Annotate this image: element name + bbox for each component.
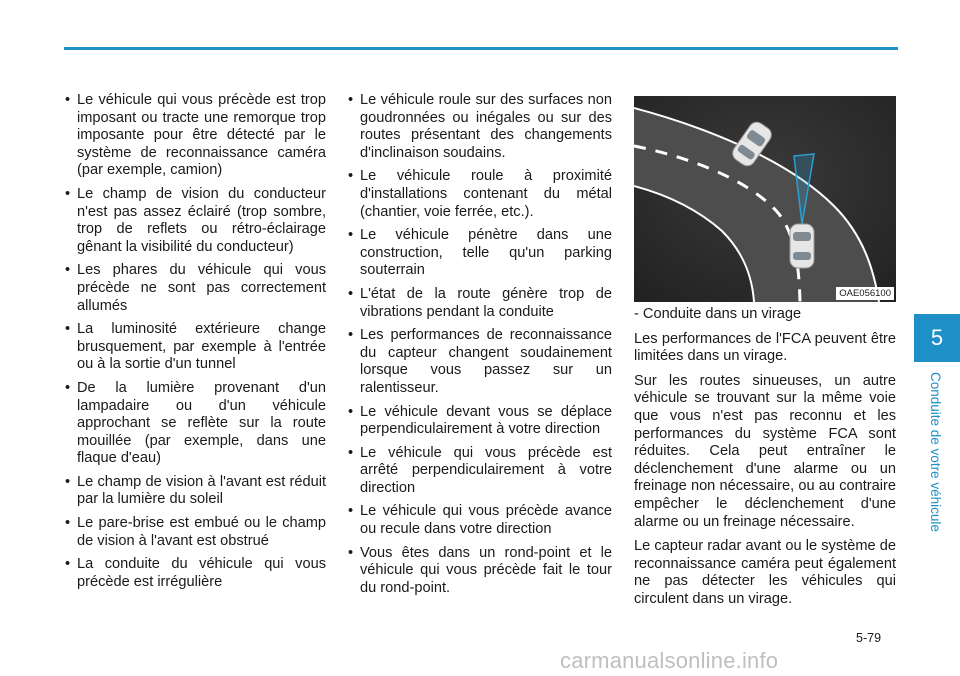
right-column: [634, 306, 896, 616]
curve-road-svg: [634, 96, 896, 302]
middle-column: [343, 92, 612, 603]
middle-bullet-list: [343, 92, 612, 597]
list-item: • Vous êtes dans un rond-point et le véhicule qui vous précède fait le tour du rond-point.: [343, 545, 612, 598]
list-item: • Le véhicule qui vous précède avance ou recule dans votre direction: [343, 503, 612, 538]
left-column: [60, 92, 326, 597]
chapter-number-tab: 5: [914, 314, 960, 362]
curve-illustration: [634, 96, 896, 302]
chapter-title: Conduite de votre véhicule: [928, 372, 943, 532]
list-item: • Le champ de vision à l'avant est réduit par la lumière du soleil: [60, 474, 326, 509]
list-item: • Les phares du véhicule qui vous précède ne sont pas correctement allumés: [60, 262, 326, 315]
list-item: • La conduite du véhicule qui vous précède est irrégulière: [60, 556, 326, 591]
own-vehicle: [790, 224, 814, 268]
watermark: carmanualsonline.info: [560, 648, 779, 673]
paragraph: Sur les routes sinueuses, un autre véhicule se trouvant sur la même voie que vous n'est pas reconnu et les performances du système FCA sont réduites. Cela peut entraîner le déclenchement d'une alarme ou un freinage non nécessaire, ou au contraire empêcher le déclenchement d'une alarme ou un freinage nécessaire.: [634, 372, 896, 530]
list-item: • Le champ de vision du conducteur n'est pas assez éclairé (trop sombre, trop de reflets ou rétro-éclairage gênant la visibilité du conducteur): [60, 186, 326, 256]
list-item: • Le véhicule roule sur des surfaces non goudronnées ou inégales ou sur des routes présentant des changements d'inclinaison soudains.: [343, 92, 612, 162]
list-item: • Le véhicule qui vous précède est arrêté perpendiculairement à votre direction: [343, 445, 612, 498]
list-item: • Le véhicule pénètre dans une construction, telle qu'un parking souterrain: [343, 227, 612, 280]
paragraph: Le capteur radar avant ou le système de reconnaissance caméra peut également ne pas détecter les véhicules qui circulent dans un virage.: [634, 538, 896, 607]
header-rule: [64, 47, 898, 50]
list-item: • Le véhicule roule à proximité d'installations contenant du métal (chantier, voie ferrée, etc.).: [343, 168, 612, 221]
list-item: • Les performances de reconnaissance du capteur changent soudainement lorsque vous passez sur un ralentisseur.: [343, 327, 612, 397]
list-item: • L'état de la route génère trop de vibrations pendant la conduite: [343, 286, 612, 321]
list-item: • Le véhicule devant vous se déplace perpendiculairement à votre direction: [343, 404, 612, 439]
list-item: • La luminosité extérieure change brusquement, par exemple à l'entrée ou à la sortie d'un tunnel: [60, 321, 326, 374]
left-bullet-list: [60, 92, 326, 591]
list-item: • De la lumière provenant d'un lampadaire ou d'un véhicule approchant se reflète sur la route mouillée (par exemple, dans une flaque d'eau): [60, 380, 326, 468]
list-item: • Le véhicule qui vous précède est trop imposant ou tracte une remorque trop imposante pour être détecté par le système de reconnaissance caméra (par exemple, camion): [60, 92, 326, 180]
page-number: 5-79: [856, 631, 882, 645]
figure-code: OAE056100: [836, 287, 894, 300]
list-item: • Le pare-brise est embué ou le champ de vision à l'avant est obstrué: [60, 515, 326, 550]
figure-caption: - Conduite dans un virage: [634, 306, 802, 322]
paragraph: Les performances de l'FCA peuvent être limitées dans un virage.: [634, 330, 896, 365]
